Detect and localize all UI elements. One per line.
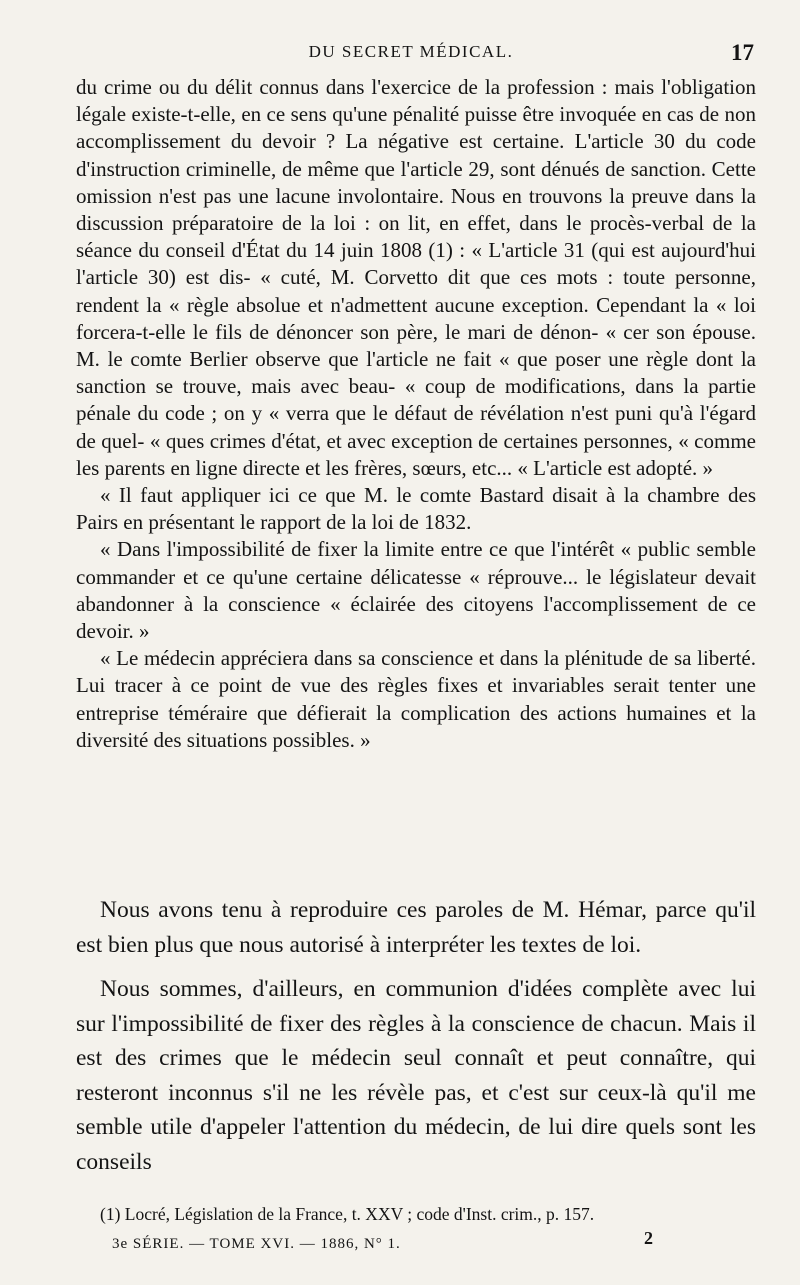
page-number: 17 [731,40,754,65]
running-title: DU SECRET MÉDICAL. [308,42,514,61]
signature-mark: 2 [644,1228,653,1248]
paragraph-2: « Il faut appliquer ici ce que M. le comte Bastard disait à la chambre des Pairs en présentant le rapport de la loi de 1832. [76,483,756,535]
large-paragraph-1: Nous avons tenu à reproduire ces paroles de M. Hémar, parce qu'il est bien plus que nous autorisé à interpréter les textes de loi. [76,897,756,958]
paragraph-1: du crime ou du délit connus dans l'exercice de la profession : mais l'obligation légale existe-t-elle, en ce sens qu'une pénalité puisse être invoquée en cas de non accomplissement du devoir ? La négative est certaine. L'article 30 du code d'instruction criminelle, de même que l'article 29, sont dénués de sanction. Cette omission n'est pas une lacune involontaire. Nous en trouvons la preuve dans la discussion préparatoire de la loi : on lit, en effet, dans le procès-verbal de la séance du conseil d'État du 14 juin 1808 (1) : « L'article 31 (qui est aujourd'hui l'article 30) est dis- « cuté, M. Corvetto dit que ces mots : toute personne, rendent la « règle absolue et n'admettent aucune exception. Cependant la « loi forcera-t-elle le fils de dénoncer son père, le mari de dénon- « cer son épouse. M. le comte Berlier observe que l'article ne fait « que poser une règle dont la sanction se trouve, mais avec beau- « coup de modifications, dans la partie pénale du code ; on y « verra que le défaut de révélation n'est puni qu'à l'égard de quel- « ques crimes d'état, et avec exception de certaines personnes, « comme les parents en ligne directe et les frères, sœurs, etc... « L'article est adopté. » [76,75,756,480]
footnote: (1) Locré, Législation de la France, t. XXV ; code d'Inst. crim., p. 157. [100,1204,595,1224]
paragraph-3: « Dans l'impossibilité de fixer la limite entre ce que l'intérêt « public semble commander et ce qu'une certaine délicatesse « réprouve... le législateur devait abandonner à la conscience « éclairée des citoyens l'accomplissement de ce devoir. » [76,537,756,644]
large-paragraph-2: Nous sommes, d'ailleurs, en communion d'idées complète avec lui sur l'impossibilité de fixer des règles à la conscience de chacun. Mais il est des crimes que le médecin seul connaît et peut connaître, qui resteront inconnus s'il ne les révèle pas, et c'est sur ceux-là qu'il me semble utile d'appeler l'attention du médecin, de lui dire quels sont les conseils [76,976,756,1175]
body-text [76,74,756,754]
imprint-line: 3e SÉRIE. — TOME XVI. — 1886, N° 1. [112,1236,401,1252]
running-head [66,34,756,68]
large-text-section [76,893,756,1179]
paragraph-4: « Le médecin appréciera dans sa conscience et dans la plénitude de sa liberté. Lui tracer à ce point de vue des règles fixes et invariables serait tenter une entreprise téméraire que défierait la complication des actions humaines et la diversité des situations possibles. » [76,646,756,752]
